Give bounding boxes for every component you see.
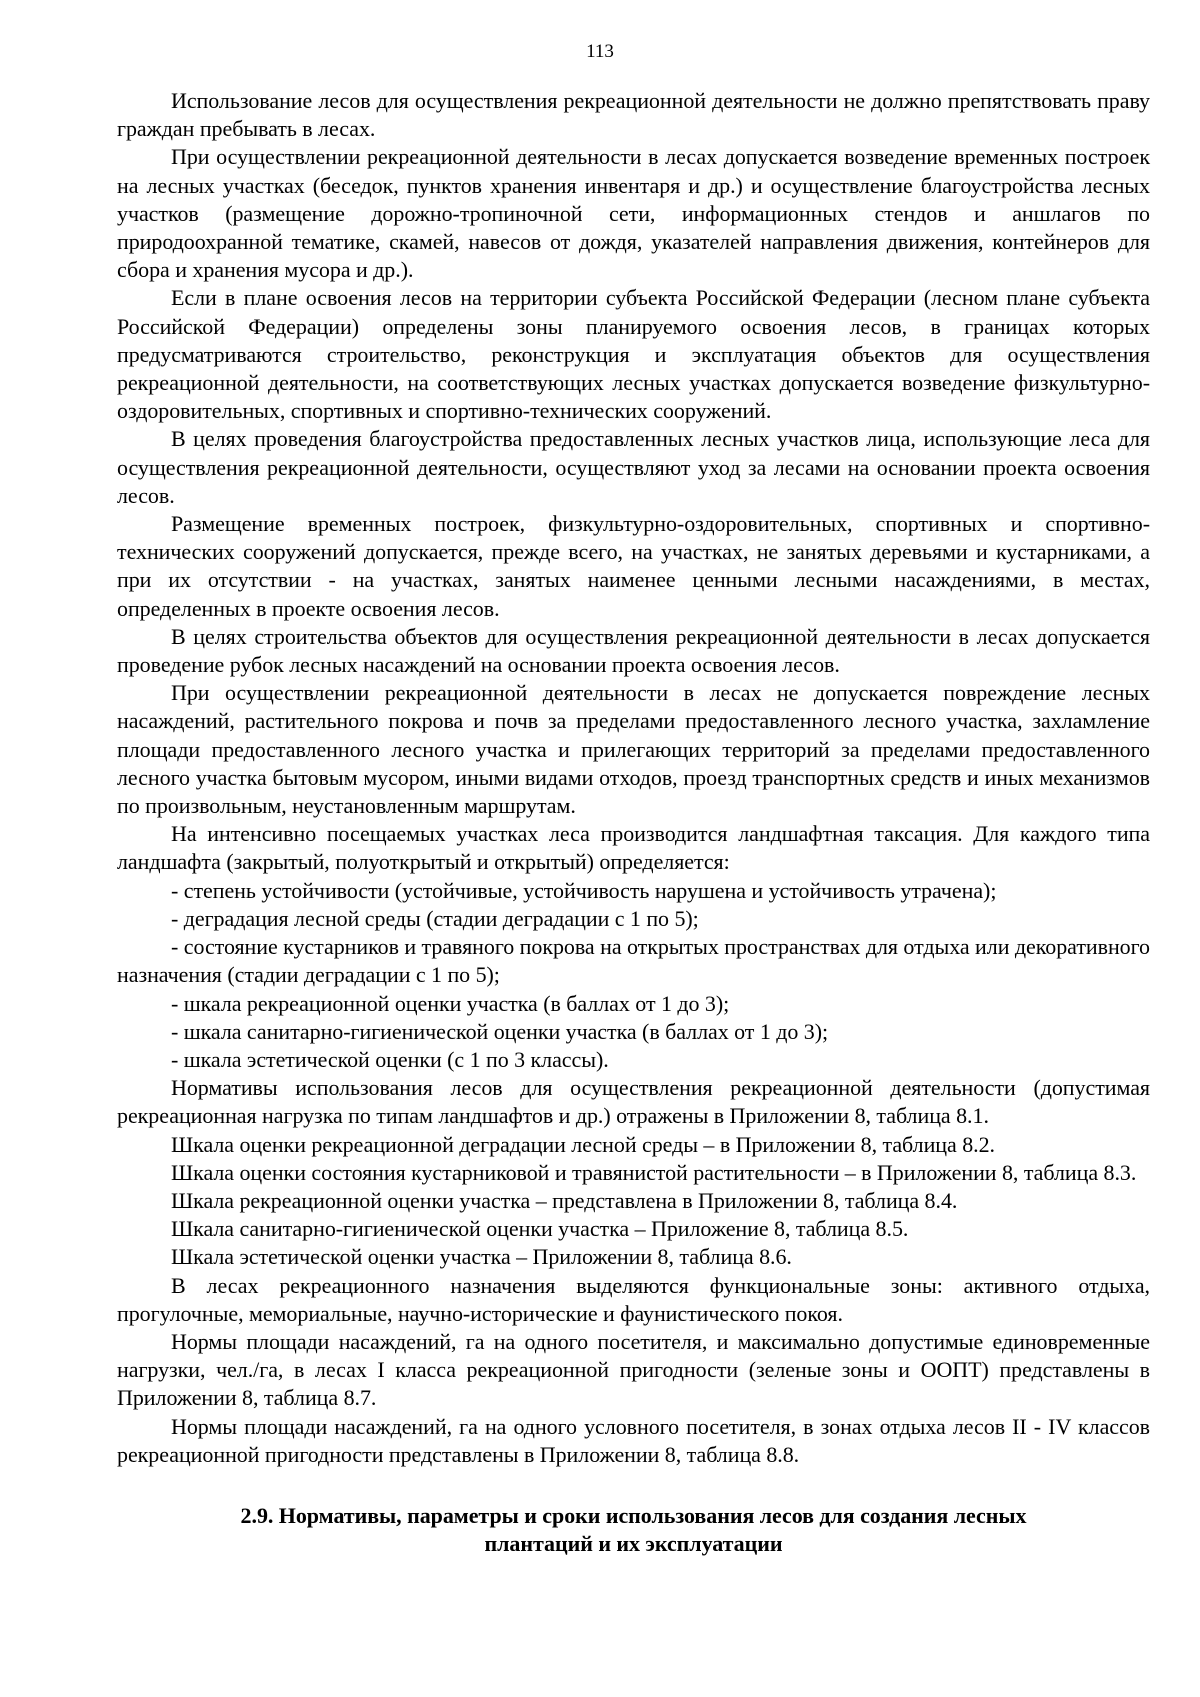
list-item: - деградация лесной среды (стадии деградации с 1 по 5); xyxy=(171,905,699,931)
paragraph: Шкала рекреационной оценки участка – представлена в Приложении 8, таблица 8.4. xyxy=(171,1187,958,1213)
paragraph: Размещение временных построек, физкультурно-оздоровительных, спортивных и спортивно-технических сооружений допускается, прежде всего, на участках, не занятых деревьями и кустарниками, а при их отсутствии - на участках, занятых наименее ценными лесными насаждениями, в местах, определенных в проекте освоения лесов. xyxy=(117,511,1150,621)
list-item: - состояние кустарников и травяного покрова на открытых пространствах для отдыха или декоративного назначения (стадии деградации с 1 по 5); xyxy=(117,934,1150,988)
paragraph: В лесах рекреационного назначения выделяются функциональные зоны: активного отдыха, прогулочные, мемориальные, научно-исторические и фаунистического покоя. xyxy=(117,1272,1150,1326)
paragraph: Нормативы использования лесов для осуществления рекреационной деятельности (допустимая рекреационная нагрузка по типам ландшафтов и др.) отражены в Приложении 8, таблица 8.1. xyxy=(117,1075,1150,1129)
paragraph: Нормы площади насаждений, га на одного условного посетителя, в зонах отдыха лесов II - IV классов рекреационной пригодности представлены в Приложении 8, таблица 8.8. xyxy=(117,1413,1150,1467)
paragraph: Нормы площади насаждений, га на одного посетителя, и максимально допустимые единовременные нагрузки, чел./га, в лесах I класса рекреационной пригодности (зеленые зоны и ООПТ) представлены в Приложении 8, таблица 8.7. xyxy=(117,1328,1150,1411)
section-heading-line: 2.9. Нормативы, параметры и сроки использования лесов для создания лесных xyxy=(240,1502,1027,1528)
list-item: - степень устойчивости (устойчивые, устойчивость нарушена и устойчивость утрачена); xyxy=(171,877,997,903)
section-heading xyxy=(117,1502,1150,1558)
paragraph: Шкала оценки состояния кустарниковой и травянистой растительности – в Приложении 8, таблица 8.3. xyxy=(171,1159,1137,1185)
paragraph: При осуществлении рекреационной деятельности в лесах не допускается повреждение лесных насаждений, растительного покрова и почв за пределами предоставленного лесного участка, захламление площади предоставленного лесного участка и прилегающих территорий за пределами предоставленного лесного участка бытовым мусором, иными видами отходов, проезд транспортных средств и иных механизмов по произвольным, неустановленным маршрутам. xyxy=(117,680,1150,819)
paragraph: Если в плане освоения лесов на территории субъекта Российской Федерации (лесном плане субъекта Российской Федерации) определены зоны планируемого освоения лесов, в границах которых предусматриваются строительство, реконструкция и эксплуатация объектов для осуществления рекреационной деятельности, на соответствующих лесных участках допускается возведение физкультурно-оздоровительных, спортивных и спортивно-технических сооружений. xyxy=(117,285,1150,424)
paragraph: В целях проведения благоустройства предоставленных лесных участков лица, использующие леса для осуществления рекреационной деятельности, осуществляют уход за лесами на основании проекта освоения лесов. xyxy=(117,426,1150,508)
paragraph: В целях строительства объектов для осуществления рекреационной деятельности в лесах допускается проведение рубок лесных насаждений на основании проекта освоения лесов. xyxy=(117,623,1150,678)
paragraph: Шкала санитарно-гигиенической оценки участка – Приложение 8, таблица 8.5. xyxy=(171,1216,909,1242)
list-item: - шкала эстетической оценки (с 1 по 3 классы). xyxy=(171,1046,609,1072)
section-heading-line: плантаций и их эксплуатации xyxy=(484,1530,783,1556)
list-item: - шкала рекреационной оценки участка (в баллах от 1 до 3); xyxy=(171,990,730,1016)
paragraph: При осуществлении рекреационной деятельности в лесах допускается возведение временных построек на лесных участках (беседок, пунктов хранения инвентаря и др.) и осуществление благоустройства лесных участков (размещение дорожно-тропиночной сети, информационных стендов и аншлагов по природоохранной тематике, скамей, навесов от дождя, указателей направления движения, контейнеров для сбора и хранения мусора и др.). xyxy=(117,144,1150,283)
list-item: - шкала санитарно-гигиенической оценки участка (в баллах от 1 до 3); xyxy=(171,1018,829,1044)
paragraph: Шкала оценки рекреационной деградации лесной среды – в Приложении 8, таблица 8.2. xyxy=(171,1131,995,1157)
paragraph: На интенсивно посещаемых участках леса производится ландшафтная таксация. Для каждого типа ландшафта (закрытый, полуоткрытый и открытый) определяется: xyxy=(117,821,1150,875)
paragraph: Шкала эстетической оценки участка – Приложении 8, таблица 8.6. xyxy=(171,1244,792,1270)
document-body xyxy=(117,87,1150,1558)
page-number: 113 xyxy=(586,41,614,62)
paragraph: Использование лесов для осуществления рекреационной деятельности не должно препятствовать праву граждан пребывать в лесах. xyxy=(117,88,1150,142)
